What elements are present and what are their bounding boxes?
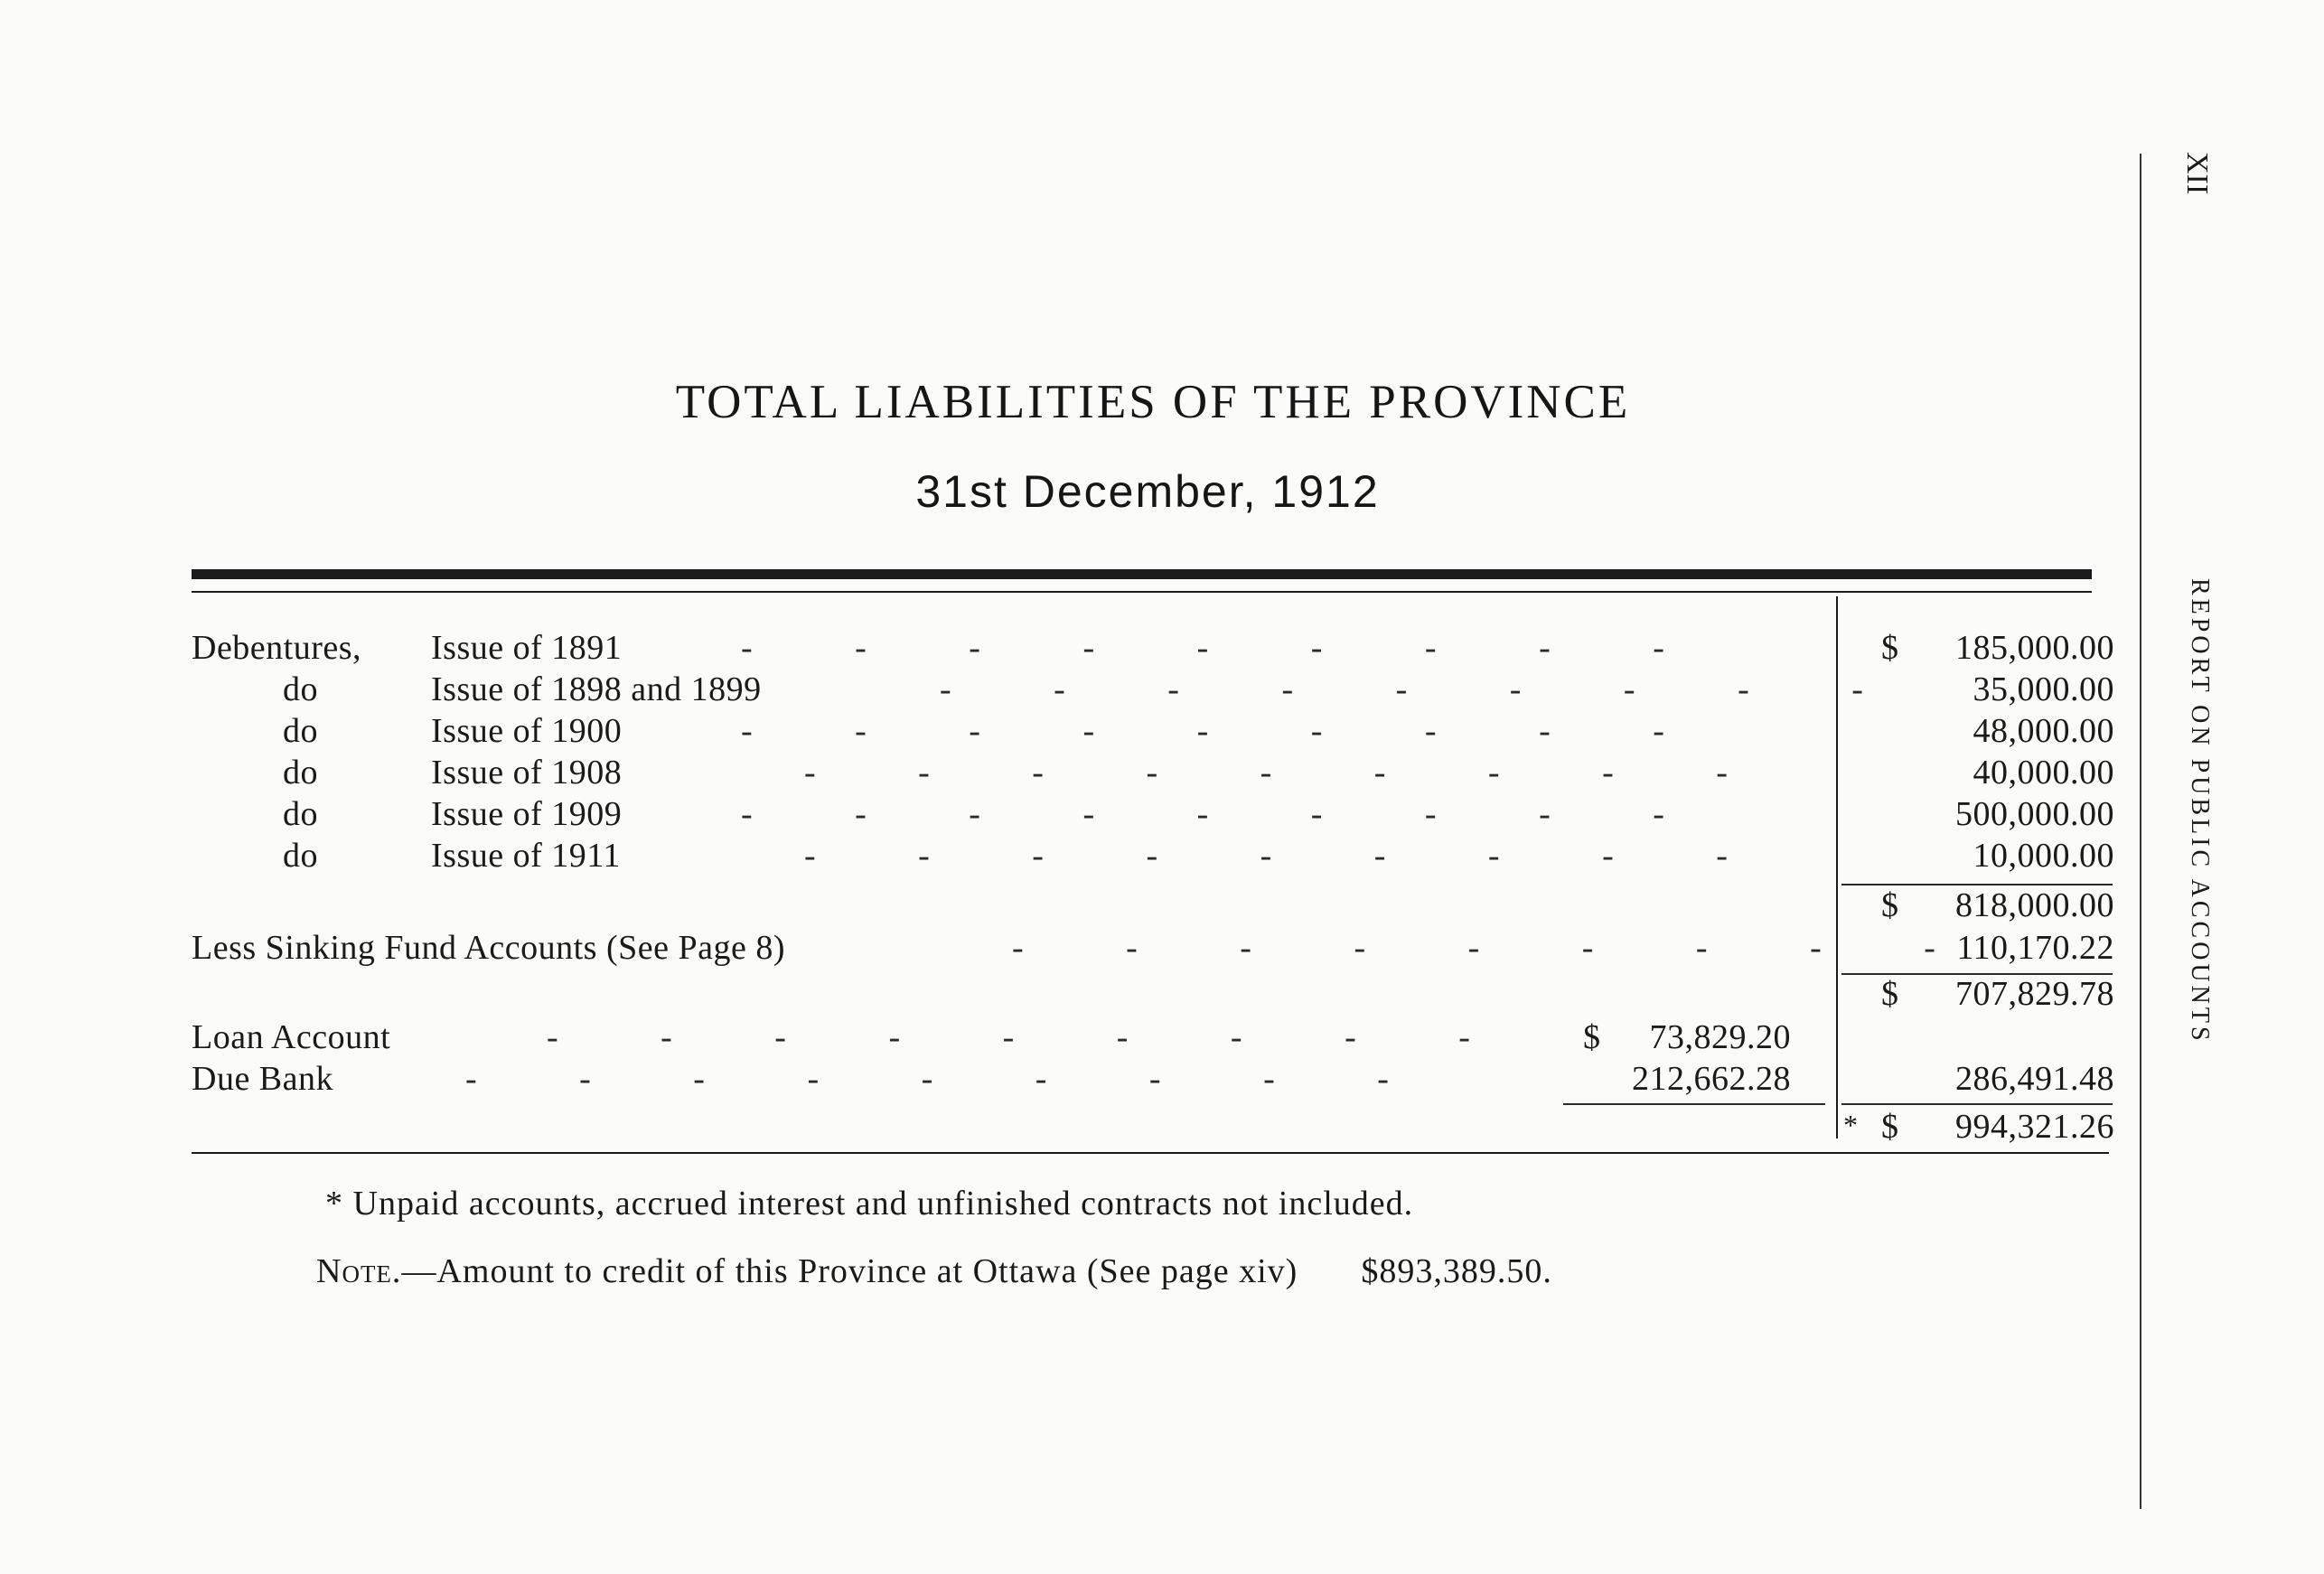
loan-account-label: Loan Account [192,1018,391,1056]
leader-dashes: - - - - - - - - - [940,670,1910,708]
row-label: do [283,837,318,875]
page-number: XII [2180,152,2214,195]
page-date: 31st December, 1912 [915,466,1380,517]
row-amount: 48,000.00 [1973,712,2114,750]
top-thick-rule [192,569,2092,579]
dollar-sign: $ [1881,629,1899,667]
note-label: Note. [316,1252,402,1290]
dollar-sign: $ [1881,1108,1899,1146]
grand-total-rule [1841,1103,2113,1105]
due-bank-total: 286,491.48 [1955,1060,2114,1098]
leader-dashes: - - - - - - - - - [547,1018,1517,1056]
row-amount: 185,000.00 [1955,629,2114,667]
due-bank-label: Due Bank [192,1060,334,1098]
row-issue: Issue of 1898 and 1899 [431,670,762,708]
row-amount: 10,000.00 [1973,837,2114,875]
row-issue: Issue of 1909 [431,795,623,833]
footnote: * Unpaid accounts, accrued interest and unfinished contracts not included. [325,1185,1414,1223]
note-amount: $893,389.50. [1361,1252,1552,1290]
top-thin-rule [192,591,2092,593]
grand-total-amount: 994,321.26 [1955,1108,2114,1146]
row-issue: Issue of 1900 [431,712,623,750]
leader-dashes: - - - - - - - - - [741,712,1711,750]
row-label: do [283,670,318,708]
page-title: TOTAL LIABILITIES OF THE PROVINCE [675,376,1631,428]
row-issue: Issue of 1908 [431,754,623,792]
row-amount: 500,000.00 [1955,795,2114,833]
margin-rule [2140,154,2141,1509]
due-bank-amount: 212,662.28 [1632,1060,1791,1098]
leader-dashes: - - - - - - - - - [741,795,1711,833]
leader-dashes: - - - - - - - - - [465,1060,1436,1098]
row-label: do [283,795,318,833]
row-issue: Issue of 1911 [431,837,621,875]
running-head: REPORT ON PUBLIC ACCOUNTS [2186,578,2214,1045]
row-label: do [283,754,318,792]
net-amount: 707,829.78 [1955,975,2114,1013]
sinking-fund-label: Less Sinking Fund Accounts (See Page 8) [192,929,786,967]
leader-dashes: - - - - - - - - - [804,837,1775,875]
note-text: —Amount to credit of this Province at Ottawa (See page xiv) [401,1252,1298,1290]
row-issue: Issue of 1891 [431,629,623,667]
bottom-rule [192,1152,2109,1154]
sub-column-total-rule [1563,1103,1825,1105]
row-label: do [283,712,318,750]
sinking-fund-amount: 110,170.22 [1956,929,2114,967]
footnote-marker: * [1843,1109,1859,1141]
subtotal-amount: 818,000.00 [1955,886,2114,924]
row-label: Debentures, [192,629,362,667]
dollar-sign: $ [1881,975,1899,1013]
loan-account-amount: 73,829.20 [1649,1018,1791,1056]
leader-dashes: - - - - - - - - - [741,629,1711,667]
dollar-sign: $ [1881,886,1899,924]
leader-dashes: - - - - - - - - - [804,754,1775,792]
row-amount: 40,000.00 [1973,754,2114,792]
row-amount: 35,000.00 [1973,670,2114,708]
leader-dashes: - - - - - - - - - [1012,929,1982,967]
ottawa-note [316,1251,1552,1291]
dollar-sign: $ [1583,1018,1601,1056]
